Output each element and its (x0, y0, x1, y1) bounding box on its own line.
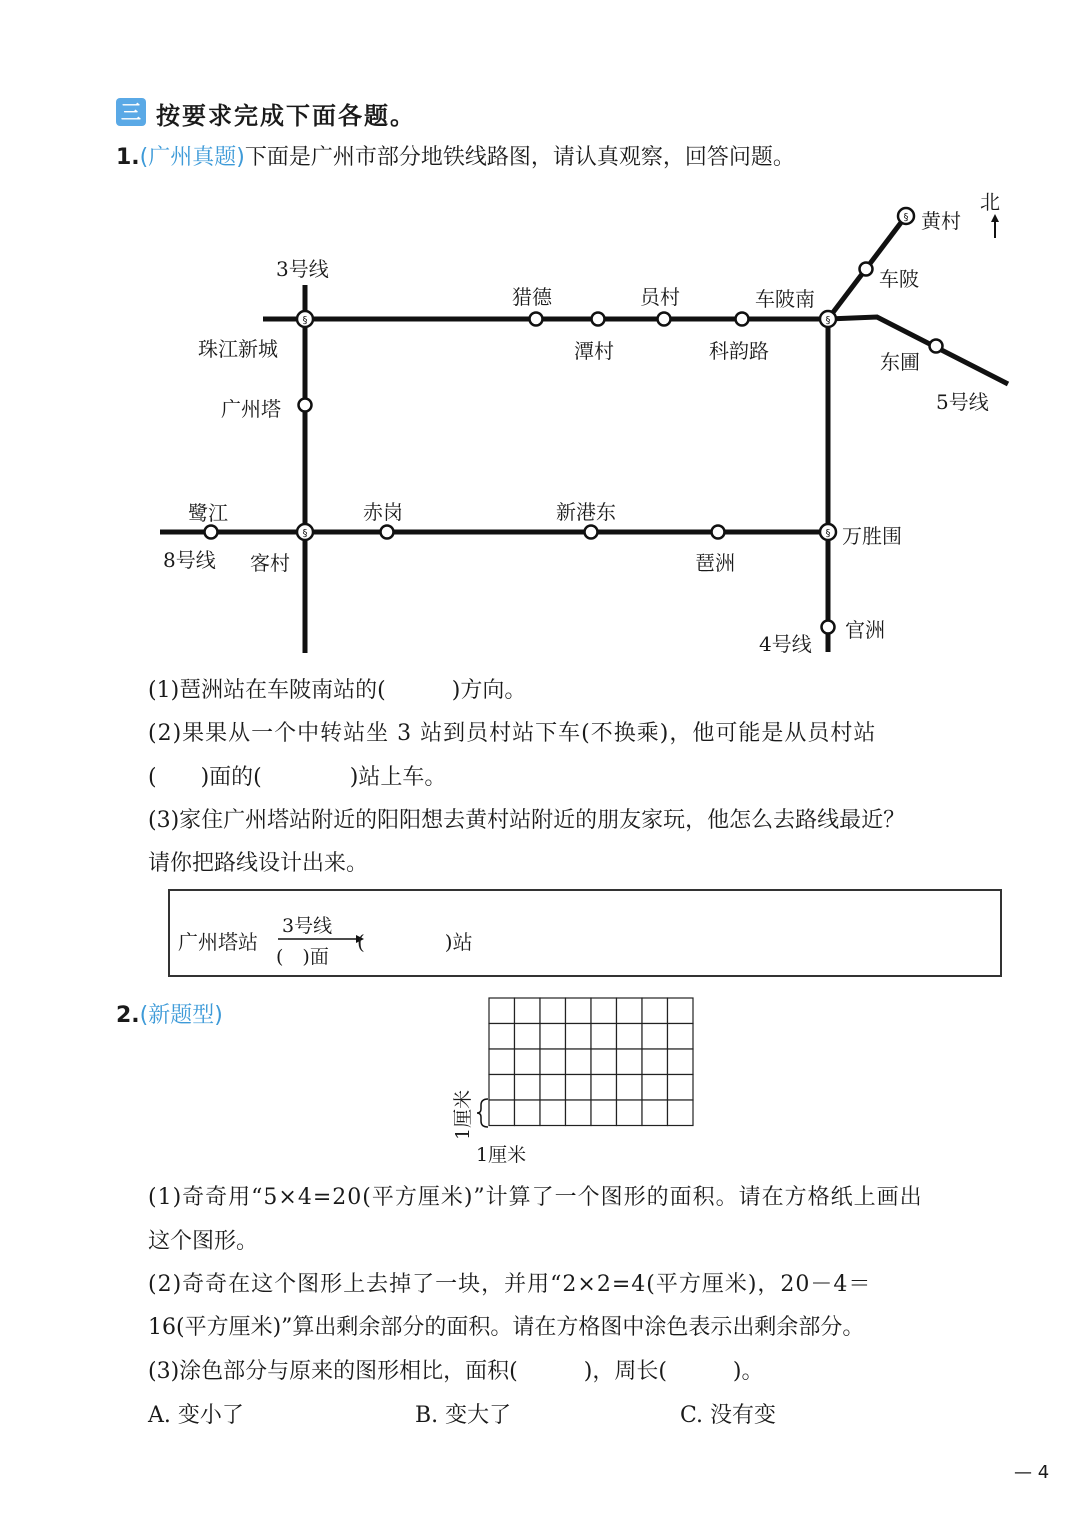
route-direction-blank[interactable]: ( )面 (276, 946, 329, 968)
metro-icon: § (302, 315, 308, 326)
grid-cell[interactable] (515, 1100, 541, 1126)
unit-label-vertical: 1厘米 (452, 1089, 474, 1140)
grid-cell[interactable] (566, 1100, 592, 1126)
metro-icon: § (825, 528, 831, 539)
unit-bracket-vertical (476, 1098, 492, 1128)
station-xingangdong (585, 526, 598, 539)
label-line5: 5号线 (936, 390, 989, 414)
label-tancun: 潭村 (574, 339, 614, 363)
station-guanzhou (822, 621, 835, 634)
q2-number: 2. (116, 1003, 140, 1028)
q1-sub3-line2: 请你把路线设计出来。 (148, 851, 369, 876)
section-icon: 三 (116, 98, 146, 126)
station-guangzhouta (299, 399, 312, 412)
grid-cell[interactable] (515, 1049, 541, 1075)
label-line3: 3号线 (276, 257, 329, 281)
grid-cell[interactable] (489, 1075, 515, 1101)
grid-cell[interactable] (668, 998, 694, 1024)
grid-cell[interactable] (566, 1049, 592, 1075)
label-chebei: 车陂 (879, 267, 919, 291)
label-guangzhouta: 广州塔 (221, 397, 281, 421)
option-b[interactable]: B. 变大了 (415, 1403, 512, 1428)
grid-cell[interactable] (591, 1049, 617, 1075)
grid-paper[interactable] (486, 995, 706, 1135)
grid-cell[interactable] (515, 1024, 541, 1050)
grid-cell[interactable] (668, 1075, 694, 1101)
q1-number: 1. (116, 145, 140, 170)
grid-cell[interactable] (515, 1075, 541, 1101)
grid-cell[interactable] (566, 1024, 592, 1050)
grid-cell[interactable] (540, 1049, 566, 1075)
q1-sub2-line1: (2)果果从一个中转站坐 3 站到员村站下车(不换乘)，他可能是从员村站 (148, 721, 877, 746)
section-title: 按要求完成下面各题。 (156, 102, 416, 130)
grid-cell[interactable] (489, 1024, 515, 1050)
option-a[interactable]: A. 变小了 (148, 1403, 244, 1428)
grid-cell[interactable] (642, 998, 668, 1024)
label-chebeinan: 车陂南 (755, 287, 815, 311)
grid-cell[interactable] (489, 1049, 515, 1075)
north-arrow-head (991, 214, 999, 222)
grid-cell[interactable] (617, 1049, 643, 1075)
grid-cell[interactable] (642, 1024, 668, 1050)
grid-cell[interactable] (489, 1100, 515, 1126)
grid-cell[interactable] (566, 1075, 592, 1101)
station-yuancun (658, 313, 671, 326)
grid-cell[interactable] (642, 1049, 668, 1075)
q2-tag: (新题型) (139, 1003, 223, 1028)
label-kecun: 客村 (250, 551, 290, 575)
station-chigang (381, 526, 394, 539)
label-donghan: 东圃 (880, 350, 920, 374)
q2-sub3: (3)涂色部分与原来的图形相比，面积( )，周长( )。 (148, 1359, 764, 1384)
metro-icon: § (903, 212, 909, 223)
grid-cell[interactable] (515, 998, 541, 1024)
grid-cell[interactable] (617, 1100, 643, 1126)
grid-cell[interactable] (489, 998, 515, 1024)
label-xingangdong: 新港东 (556, 500, 616, 524)
grid-cell[interactable] (591, 998, 617, 1024)
label-keyunlu: 科韵路 (709, 339, 769, 363)
grid-cell[interactable] (668, 1024, 694, 1050)
q2-header (116, 998, 223, 1029)
label-zhujiangxincheng: 珠江新城 (198, 337, 278, 361)
route-start: 广州塔站 (178, 930, 258, 954)
grid-cell[interactable] (617, 998, 643, 1024)
label-guanzhou: 官洲 (845, 618, 885, 642)
label-chigang: 赤岗 (363, 500, 403, 524)
label-line8: 8号线 (163, 548, 216, 572)
station-lujiang (205, 526, 218, 539)
q1-intro: 下面是广州市部分地铁线路图，请认真观察，回答问题。 (244, 145, 795, 170)
grid-cell[interactable] (642, 1100, 668, 1126)
grid-cell[interactable] (617, 1024, 643, 1050)
grid-cell[interactable] (591, 1100, 617, 1126)
label-pazhou: 琶洲 (695, 551, 735, 575)
label-wanshengwei: 万胜围 (842, 524, 902, 548)
north-label: 北 (980, 190, 1000, 214)
route-line-label: 3号线 (282, 915, 333, 937)
grid-cell[interactable] (642, 1075, 668, 1101)
label-yuancun: 员村 (640, 285, 680, 309)
label-huangcun: 黄村 (921, 209, 961, 233)
q1-sub3-line1: (3)家住广州塔站附近的阳阳想去黄村站附近的朋友家玩，他怎么去路线最近？ (148, 808, 906, 833)
grid-cell[interactable] (668, 1049, 694, 1075)
station-donghan (930, 340, 943, 353)
q1-tag: (广州真题) (139, 145, 245, 170)
grid-cell[interactable] (540, 1075, 566, 1101)
metro-icon: § (302, 528, 308, 539)
metro-icon: § (825, 315, 831, 326)
unit-label-horizontal: 1厘米 (476, 1144, 527, 1166)
grid-cell[interactable] (617, 1075, 643, 1101)
grid-cell[interactable] (591, 1024, 617, 1050)
option-c[interactable]: C. 没有变 (680, 1403, 777, 1428)
q1-sub1: (1)琶洲站在车陂南站的( )方向。 (148, 678, 527, 703)
label-line4: 4号线 (759, 632, 812, 656)
station-keyunlu (736, 313, 749, 326)
q2-sub2-line2: 16(平方厘米)”算出剩余部分的面积。请在方格图中涂色表示出剩余部分。 (148, 1315, 865, 1340)
grid-cell[interactable] (591, 1075, 617, 1101)
label-lujiang: 鹭江 (188, 501, 228, 525)
page-number: — 4 (1014, 1462, 1050, 1483)
q1-sub2-line2: ( )面的( )站上车。 (148, 765, 447, 790)
grid-cell[interactable] (540, 998, 566, 1024)
station-liede (530, 313, 543, 326)
grid-cell[interactable] (668, 1100, 694, 1126)
station-pazhou (712, 526, 725, 539)
q2-sub2-line1: (2)奇奇在这个图形上去掉了一块，并用“2×2=4(平方厘米)，20－4＝ (148, 1272, 872, 1297)
grid-cell[interactable] (566, 998, 592, 1024)
q2-sub1-line2: 这个图形。 (148, 1229, 259, 1254)
grid-cell[interactable] (540, 1100, 566, 1126)
grid-cell[interactable] (540, 1024, 566, 1050)
station-tancun (592, 313, 605, 326)
route-end-blank[interactable]: ( )站 (357, 930, 473, 954)
q2-sub1-line1: (1)奇奇用“5×4=20(平方厘米)”计算了一个图形的面积。请在方格纸上画出 (148, 1185, 923, 1210)
label-liede: 猎德 (512, 285, 552, 309)
station-chebei (860, 263, 873, 276)
